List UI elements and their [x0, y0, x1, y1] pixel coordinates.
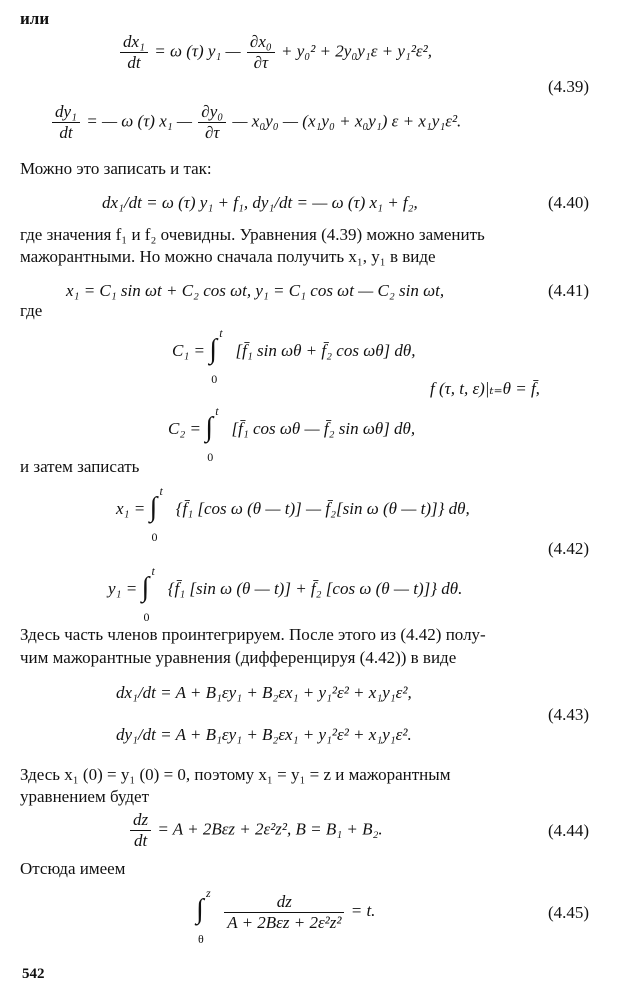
- denominator: ∂τ: [253, 53, 269, 72]
- equation-part: [f̄₁ cos ωθ — f̄₂ sin ωθ] dθ,: [231, 418, 416, 438]
- fraction: [224, 892, 344, 933]
- numerator: dx₁: [120, 32, 148, 53]
- integral-sign: ∫ t 0: [209, 330, 227, 374]
- equation-part: y₁ =: [108, 578, 138, 598]
- equation-part: {f̄₁ [sin ω (θ — t)] + f̄₂ [cos ω (θ — t)]} dθ.: [167, 578, 463, 598]
- numerator: ∂x₀: [247, 32, 275, 53]
- equation-part: C₂ =: [168, 418, 201, 438]
- equation-number-4-42: (4.42): [548, 539, 590, 558]
- equation-number-4-39: (4.39): [548, 77, 590, 96]
- text-zdes2-line2: уравнением будет: [20, 787, 150, 806]
- equation-number-4-40: (4.40): [548, 193, 590, 212]
- equation-number-4-41: (4.41): [548, 281, 590, 300]
- equation-4-43-line2: dy₁/dt = A + B₁εy₁ + B₂εx₁ + y₁²ε² + x₁y₁ε².: [116, 725, 412, 744]
- text-otsyuda: Отсюда имеем: [20, 859, 126, 878]
- equation-4-42-y1: [108, 564, 463, 624]
- text-ili: или: [20, 9, 50, 28]
- integral-sign: ∫ z θ: [196, 890, 214, 934]
- fraction: [247, 32, 275, 73]
- integral-upper-limit: t: [219, 326, 223, 340]
- fraction: [198, 102, 226, 143]
- integral-upper-limit: z: [206, 886, 211, 900]
- equation-fbar: f (τ, t, ε)|ₜ₌θ = f̄,: [430, 379, 540, 398]
- integral-lower-limit: θ: [198, 932, 204, 946]
- numerator: ∂y₀: [198, 102, 226, 123]
- text-gde: где: [20, 301, 43, 320]
- equation-part: = t.: [350, 900, 376, 920]
- equation-part: C₁ =: [172, 340, 205, 360]
- integral-lower-limit: 0: [207, 450, 214, 464]
- numerator: dz: [130, 810, 151, 831]
- equation-part: + y₀² + 2y₀y₁ε + y₁²ε²,: [281, 41, 432, 61]
- denominator: dt: [127, 53, 141, 72]
- equation-part: = A + 2Bεz + 2ε²z², B = B₁ + B₂.: [157, 819, 383, 839]
- equation-4-42-x1: [116, 484, 470, 544]
- fraction: [52, 102, 80, 143]
- numerator: dy₁: [52, 102, 80, 123]
- equation-4-40: dx₁/dt = ω (τ) y₁ + f₁, dy₁/dt = — ω (τ) x₁ + f₂,: [102, 193, 418, 212]
- equation-number-4-44: (4.44): [548, 821, 590, 840]
- equation-number-4-45: (4.45): [548, 903, 590, 922]
- integral-sign: ∫ t 0: [205, 408, 223, 452]
- numerator: dz: [224, 892, 344, 913]
- integral-upper-limit: t: [159, 484, 163, 498]
- denominator: A + 2Bεz + 2ε²z²: [227, 912, 342, 932]
- integral-lower-limit: 0: [211, 372, 218, 386]
- integral-sign: ∫ t 0: [149, 488, 167, 532]
- integral-lower-limit: 0: [151, 530, 158, 544]
- text-gde-line2: мажорантными. Но можно сначала получить x₁, y₁ в виде: [20, 247, 436, 266]
- equation-part: [f̄₁ sin ωθ + f̄₂ cos ωθ] dθ,: [235, 340, 416, 360]
- equation-number-4-43: (4.43): [548, 705, 590, 724]
- equation-part: = — ω (τ) x₁ —: [86, 111, 193, 131]
- integral-upper-limit: t: [151, 564, 155, 578]
- denominator: dt: [59, 123, 73, 142]
- equation-c1: [172, 326, 416, 386]
- fraction: [130, 810, 151, 851]
- equation-4-39-line2: [50, 102, 461, 143]
- text-mozhno: Можно это записать и так:: [20, 159, 212, 178]
- equation-part: x₁ =: [116, 498, 146, 518]
- integral-lower-limit: 0: [143, 610, 150, 624]
- page-number: 542: [22, 966, 45, 982]
- text-zdes2-line1: Здесь x₁ (0) = y₁ (0) = 0, поэтому x₁ = y₁ = z и мажорантным: [20, 765, 451, 784]
- equation-4-45: [196, 886, 376, 946]
- text-gde-line1: где значения f₁ и f₂ очевидны. Уравнения (4.39) можно заменить: [20, 225, 485, 244]
- equation-part: = ω (τ) y₁ —: [154, 41, 241, 61]
- equation-part: — x₀y₀ — (x₁y₀ + x₀y₁) ε + x₁y₁ε².: [232, 111, 462, 131]
- text-zdes1-line1: Здесь часть членов проинтегрируем. После этого из (4.42) полу-: [20, 625, 486, 644]
- fraction: [120, 32, 148, 73]
- integral-sign: ∫ t 0: [141, 568, 159, 612]
- denominator: dt: [133, 831, 148, 850]
- integral-upper-limit: t: [215, 404, 219, 418]
- equation-4-43-line1: dx₁/dt = A + B₁εy₁ + B₂εx₁ + y₁²ε² + x₁y₁ε²,: [116, 683, 412, 702]
- text-zdes1-line2: чим мажорантные уравнения (дифференцируя (4.42)) в виде: [20, 648, 457, 667]
- equation-c2: [168, 404, 416, 464]
- text-zatem: и затем записать: [20, 457, 140, 476]
- equation-4-39-line1: [118, 32, 432, 73]
- denominator: ∂τ: [204, 123, 220, 142]
- equation-4-41: x₁ = C₁ sin ωt + C₂ cos ωt, y₁ = C₁ cos ωt — C₂ sin ωt,: [66, 281, 445, 300]
- equation-part: {f̄₁ [cos ω (θ — t)] — f̄₂[sin ω (θ — t)]} dθ,: [175, 498, 470, 518]
- equation-4-44: [128, 810, 383, 851]
